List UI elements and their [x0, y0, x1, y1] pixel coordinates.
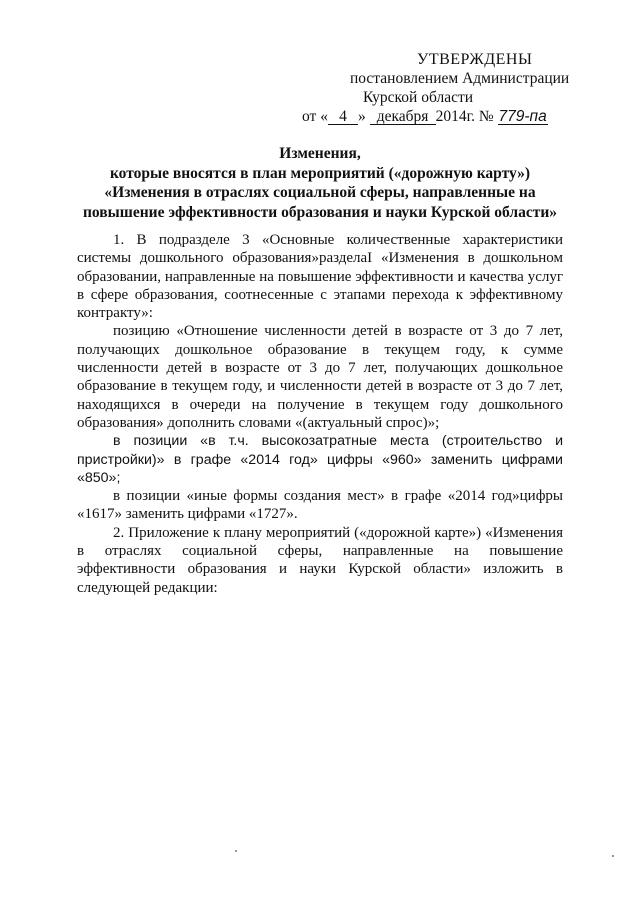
heading-line-1: Изменения, [279, 145, 361, 162]
heading-line-2: которые вносятся в план мероприятий («дорожную карту») [109, 164, 531, 182]
date-month: декабря [370, 109, 436, 125]
paragraph-1: 1. В подразделе 3 «Основные количественные характеристики системы дошкольного образования»разделаI «Изменения в дошкольном образовании, направленные на повышение эффективности и качества услуг в сфере образования, соотнесенные с этапами перехода к эффективному контракту»: [77, 232, 563, 322]
document-body [77, 231, 563, 597]
document-heading [70, 144, 570, 222]
heading-line-3: «Изменения в отраслях социальной сферы, направленные на [104, 184, 536, 201]
approval-issuer: постановлением Администрации [350, 70, 570, 87]
paragraph-3: в позиции «в т.ч. высокозатратные места (строительство и пристройки)» в графе «2014 год» цифры «960» заменить цифрами «850»; [77, 433, 563, 486]
approval-title: УТВЕРЖДЕНЫ [417, 51, 533, 68]
scan-speck [612, 855, 614, 857]
paragraph-5: 2. Приложение к плану мероприятий («дорожной карте») «Изменения в отраслях социальной сферы, направленные на повышение эффективности образования и науки Курской области» изложить в следующей редакции: [77, 524, 563, 596]
approval-block [300, 50, 600, 126]
scan-speck [235, 850, 237, 852]
heading-line-4: повышение эффективности образования и науки Курской области» [82, 203, 558, 221]
paragraph-2: позицию «Отношение численности детей в возрасте от 3 до 7 лет, получающих дошкольное образование в текущем году, к сумме численности детей в возрасте от 3 до 7 лет, получающих дошкольное образование в текущем году, и численности детей в возрасте от 3 до 7 лет, находящихся в очереди на получение в текущем году дошкольного образования» дополнить словами «(актуальный спрос)»; [77, 323, 563, 431]
date-day: 4 [328, 109, 358, 125]
date-mid: » [357, 108, 366, 125]
decree-number: 779-па [498, 108, 547, 125]
approval-date-line [302, 107, 600, 126]
paragraph-4: в позиции «иные формы создания мест» в графе «2014 год»цифры «1617» заменить цифрами «1727». [77, 488, 563, 523]
date-year: 2014г. № [435, 108, 494, 125]
date-prefix: от « [302, 108, 328, 125]
approval-region: Курской области [363, 89, 474, 106]
